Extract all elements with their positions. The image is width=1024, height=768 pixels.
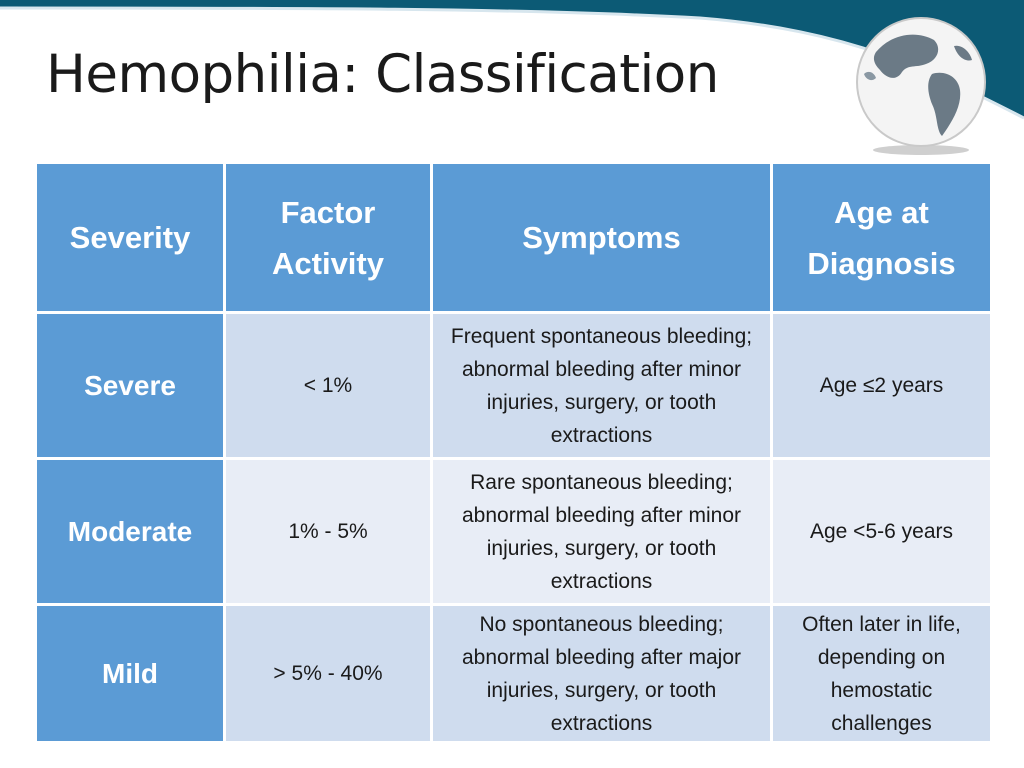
table-row xyxy=(36,605,992,743)
factor-activity-cell: < 1% xyxy=(225,313,432,459)
classification-table xyxy=(34,161,993,744)
symptoms-cell: Rare spontaneous bleeding; abnormal bleeding after minor injuries, surgery, or tooth extractions xyxy=(432,459,772,605)
table-row xyxy=(36,459,992,605)
factor-activity-cell: 1% - 5% xyxy=(225,459,432,605)
header-age-at-diagnosis: Age at Diagnosis xyxy=(772,163,992,313)
age-at-diagnosis-cell: Age ≤2 years xyxy=(772,313,992,459)
factor-activity-cell: > 5% - 40% xyxy=(225,605,432,743)
severity-cell: Moderate xyxy=(36,459,225,605)
severity-cell: Mild xyxy=(36,605,225,743)
header-symptoms: Symptoms xyxy=(432,163,772,313)
header-severity: Severity xyxy=(36,163,225,313)
slide-title: Hemophilia: Classification xyxy=(46,44,719,105)
table-header-row xyxy=(36,163,992,313)
severity-cell: Severe xyxy=(36,313,225,459)
symptoms-cell: No spontaneous bleeding; abnormal bleeding after major injuries, surgery, or tooth extractions xyxy=(432,605,772,743)
header-factor-activity: Factor Activity xyxy=(225,163,432,313)
symptoms-cell: Frequent spontaneous bleeding; abnormal bleeding after minor injuries, surgery, or tooth extractions xyxy=(432,313,772,459)
age-at-diagnosis-cell: Often later in life, depending on hemostatic challenges xyxy=(772,605,992,743)
table-row xyxy=(36,313,992,459)
globe-icon xyxy=(846,12,996,158)
age-at-diagnosis-cell: Age <5-6 years xyxy=(772,459,992,605)
